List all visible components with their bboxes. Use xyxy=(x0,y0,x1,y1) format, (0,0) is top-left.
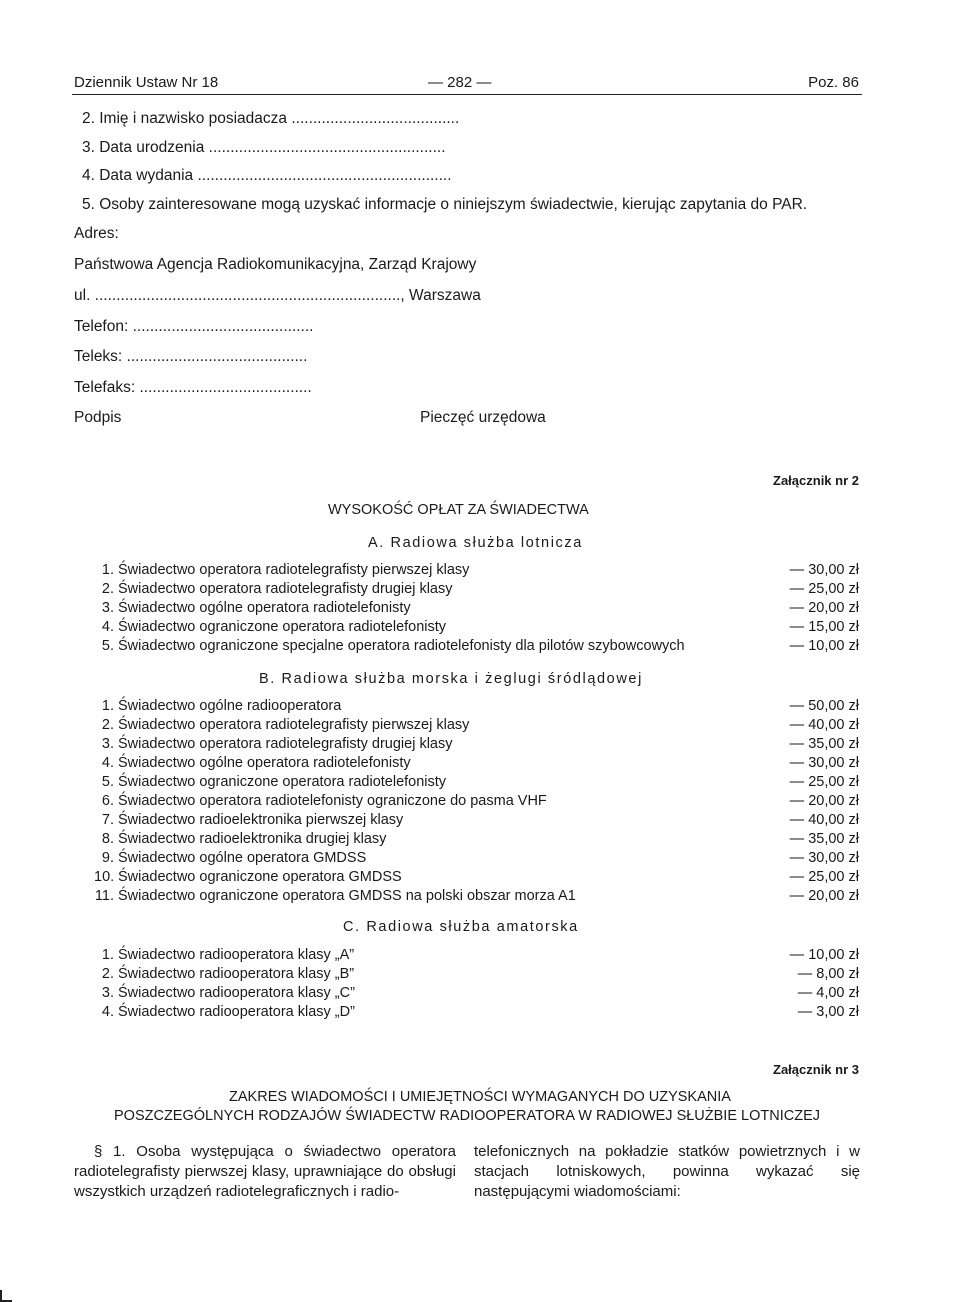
birth-date-line: 3. Data urodzenia ....................................................... xyxy=(82,139,446,156)
annex3-title-line2: POSZCZEGÓLNYCH RODZAJÓW ŚWIADECTW RADIOOPERATORA W RADIOWEJ SŁUŻBIE LOTNICZEJ xyxy=(114,1108,820,1124)
agency-name: Państwowa Agencja Radiokomunikacyjna, Zarząd Krajowy xyxy=(74,256,477,273)
item-text: Świadectwo radiooperatora klasy „C” xyxy=(118,985,355,1001)
fee-amount: — 8,00 zł xyxy=(797,966,859,982)
fee-amount: — 40,00 zł xyxy=(789,717,859,733)
item-number: 4. xyxy=(101,1004,114,1020)
list-item xyxy=(94,698,341,714)
street-line: ul. ......................................................................., Warszawa xyxy=(74,287,481,304)
fee-amount: — 30,00 zł xyxy=(789,755,859,771)
fee-amount: — 10,00 zł xyxy=(789,947,859,963)
fee-amount: — 50,00 zł xyxy=(789,698,859,714)
fee-amount: — 10,00 zł xyxy=(789,638,859,654)
item-text: Świadectwo ogólne operatora GMDSS xyxy=(118,850,367,866)
fee-amount: — 35,00 zł xyxy=(789,736,859,752)
fee-amount: — 15,00 zł xyxy=(789,619,859,635)
item-text: Świadectwo operatora radiotelefonisty ograniczone do pasma VHF xyxy=(118,793,547,809)
annex3-title-line1: ZAKRES WIADOMOŚCI I UMIEJĘTNOŚCI WYMAGANYCH DO UZYSKANIA xyxy=(229,1089,731,1105)
list-item xyxy=(94,947,354,963)
annex2-label: Załącznik nr 2 xyxy=(773,473,859,488)
item-number: 1. xyxy=(101,698,114,714)
item-text: Świadectwo operatora radiotelegrafisty pierwszej klasy xyxy=(118,562,470,578)
fee-amount: — 40,00 zł xyxy=(789,812,859,828)
phone-line: Telefon: .......................................... xyxy=(74,318,314,335)
item-number: 3. xyxy=(101,600,114,616)
list-item xyxy=(94,850,366,866)
official-stamp-label: Pieczęć urzędowa xyxy=(420,409,546,426)
scan-corner-mark xyxy=(0,1290,12,1302)
telex-line: Teleks: .......................................... xyxy=(74,348,308,365)
fee-amount: — 35,00 zł xyxy=(789,831,859,847)
page-number: — 282 — xyxy=(428,74,492,91)
fee-amount: — 25,00 zł xyxy=(789,581,859,597)
fee-amount: — 20,00 zł xyxy=(789,600,859,616)
item-text: Świadectwo radiooperatora klasy „D” xyxy=(118,1004,355,1020)
section-c-heading: C. Radiowa służba amatorska xyxy=(343,919,579,935)
holder-name-line: 2. Imię i nazwisko posiadacza ....................................... xyxy=(82,110,460,127)
paragraph-left-column: § 1. Osoba występująca o świadectwo operatora radiotelegrafisty pierwszej klasy, uprawniające do obsługi wszystkich urządzeń radiotelegraficznych i radio- xyxy=(74,1143,456,1200)
paragraph-right-column: telefonicznych na pokładzie statków powietrznych i w stacjach lotniskowych, powinna wykazać się następującymi wiadomościami: xyxy=(474,1143,860,1200)
item-text: Świadectwo ograniczone operatora radiotelefonisty xyxy=(118,619,447,635)
list-item xyxy=(94,619,446,635)
fee-amount: — 25,00 zł xyxy=(789,774,859,790)
position-number: Poz. 86 xyxy=(808,74,859,91)
list-item xyxy=(94,562,469,578)
item-number: 8. xyxy=(101,831,114,847)
list-item xyxy=(94,736,452,752)
list-item xyxy=(94,774,446,790)
item-text: Świadectwo ograniczone operatora GMDSS na polski obszar morza A1 xyxy=(118,888,576,904)
list-item xyxy=(94,755,411,771)
item-text: Świadectwo ogólne operatora radiotelefonisty xyxy=(118,755,411,771)
list-item xyxy=(94,793,547,809)
fee-amount: — 30,00 zł xyxy=(789,562,859,578)
list-item xyxy=(94,888,576,904)
annex2-title: WYSOKOŚĆ OPŁAT ZA ŚWIADECTWA xyxy=(328,502,589,518)
item-number: 3. xyxy=(101,985,114,1001)
list-item xyxy=(94,966,354,982)
item-text: Świadectwo operatora radiotelegrafisty pierwszej klasy xyxy=(118,717,470,733)
item-text: Świadectwo operatora radiotelegrafisty drugiej klasy xyxy=(118,581,453,597)
fee-amount: — 20,00 zł xyxy=(789,793,859,809)
item-number: 6. xyxy=(101,793,114,809)
item-text: Świadectwo ograniczone specjalne operatora radiotelefonisty dla pilotów szybowcowych xyxy=(118,638,685,654)
item-number: 9. xyxy=(101,850,114,866)
inquiry-info-line: 5. Osoby zainteresowane mogą uzyskać informacje o niniejszym świadectwie, kierując zapytania do PAR. xyxy=(82,196,808,213)
item-number: 3. xyxy=(101,736,114,752)
item-text: Świadectwo ograniczone operatora radiotelefonisty xyxy=(118,774,447,790)
fee-amount: — 3,00 zł xyxy=(797,1004,859,1020)
list-item xyxy=(94,600,411,616)
list-item xyxy=(94,638,685,654)
item-text: Świadectwo radiooperatora klasy „A” xyxy=(118,947,355,963)
section-b-heading: B. Radiowa służba morska i żeglugi śródlądowej xyxy=(259,671,643,687)
fee-amount: — 4,00 zł xyxy=(797,985,859,1001)
section-a-heading: A. Radiowa służba lotnicza xyxy=(368,535,583,551)
address-label: Adres: xyxy=(74,225,119,242)
item-number: 2. xyxy=(101,717,114,733)
item-text: Świadectwo operatora radiotelegrafisty drugiej klasy xyxy=(118,736,453,752)
header-rule xyxy=(72,94,862,95)
item-number: 1. xyxy=(101,947,114,963)
item-text: Świadectwo ogólne radiooperatora xyxy=(118,698,342,714)
signature-label: Podpis xyxy=(74,409,122,426)
fee-amount: — 25,00 zł xyxy=(789,869,859,885)
list-item xyxy=(94,812,403,828)
item-text: Świadectwo radioelektronika drugiej klasy xyxy=(118,831,387,847)
item-number: 1. xyxy=(101,562,114,578)
item-text: Świadectwo ograniczone operatora GMDSS xyxy=(118,869,402,885)
item-text: Świadectwo radioelektronika pierwszej klasy xyxy=(118,812,404,828)
fee-amount: — 30,00 zł xyxy=(789,850,859,866)
item-number: 4. xyxy=(101,755,114,771)
item-number: 5. xyxy=(101,638,114,654)
item-number: 4. xyxy=(101,619,114,635)
item-number: 11. xyxy=(94,888,114,904)
fee-amount: — 20,00 zł xyxy=(789,888,859,904)
item-number: 5. xyxy=(101,774,114,790)
item-number: 2. xyxy=(101,581,114,597)
issue-date-line: 4. Data wydania ........................................................... xyxy=(82,167,452,184)
item-text: Świadectwo radiooperatora klasy „B” xyxy=(118,966,355,982)
list-item xyxy=(94,581,452,597)
item-number: 10. xyxy=(94,869,115,885)
list-item xyxy=(94,869,402,885)
list-item xyxy=(94,985,355,1001)
journal-title: Dziennik Ustaw Nr 18 xyxy=(74,74,219,91)
item-number: 7. xyxy=(101,812,114,828)
list-item xyxy=(94,1004,355,1020)
item-number: 2. xyxy=(101,966,114,982)
item-text: Świadectwo ogólne operatora radiotelefonisty xyxy=(118,600,411,616)
list-item xyxy=(94,831,386,847)
annex3-label: Załącznik nr 3 xyxy=(773,1062,859,1077)
list-item xyxy=(94,717,469,733)
fax-line: Telefaks: ........................................ xyxy=(74,379,312,396)
